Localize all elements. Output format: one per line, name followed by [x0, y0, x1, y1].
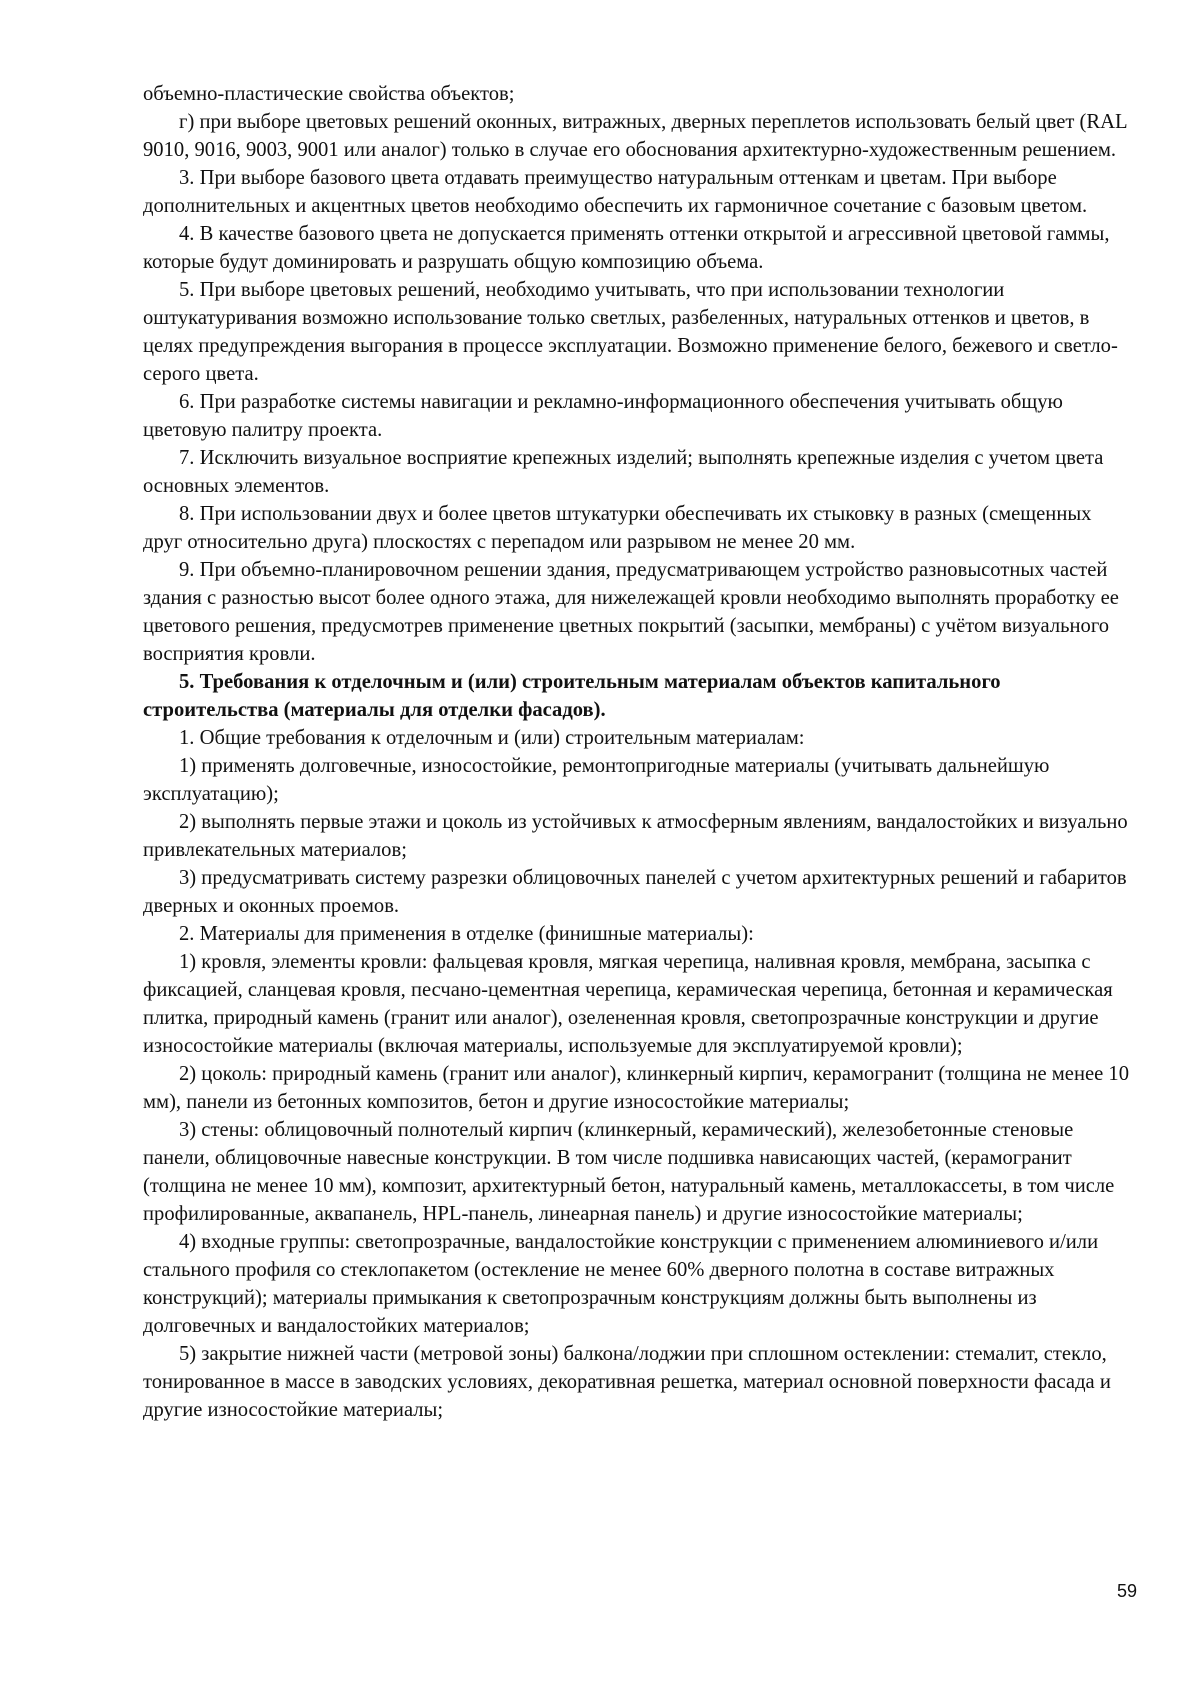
page-number: 59: [1117, 1581, 1138, 1601]
document-body: [143, 80, 1133, 1424]
paragraph-item-5: 5. При выборе цветовых решений, необходимо учитывать, что при использовании технологии оштукатуривания возможно использование только светлых, разбеленных, натуральных оттенков и цветов, в целях предупреждения выгорания в процессе эксплуатации. Возможно применение белого, бежевого и светло-серого цвета.: [143, 279, 1118, 385]
paragraph-walls: 3) стены: облицовочный полнотелый кирпич (клинкерный, керамический), железобетонные стеновые панели, облицовочные навесные конструкции. В том числе подшивка нависающих частей, (керамогранит (толщина не менее 10 мм), композит, архитектурный бетон, натуральный камень, металлокассеты, в том числе профилированные, аквапанель, HPL-панель, линеарная панель) и другие износостойкие материалы;: [143, 1119, 1115, 1225]
paragraph-balcony-closure: 5) закрытие нижней части (метровой зоны) балкона/лоджии при сплошном остеклении: стемалит, стекло, тонированное в массе в заводских условиях, декоративная решетка, материал основной поверхности фасада и другие износостойкие материалы;: [143, 1343, 1111, 1421]
paragraph-subitem-1: 1) применять долговечные, износостойкие, ремонтопригодные материалы (учитывать дальнейшую эксплуатацию);: [143, 755, 1050, 805]
paragraph-subitem-3: 3) предусматривать систему разрезки облицовочных панелей с учетом архитектурных решений и габаритов дверных и оконных проемов.: [143, 867, 1127, 917]
paragraph-item-3: 3. При выборе базового цвета отдавать преимущество натуральным оттенкам и цветам. При выборе дополнительных и акцентных цветов необходимо обеспечить их гармоничное сочетание с базовым цветом.: [143, 167, 1088, 217]
paragraph-item-g: г) при выборе цветовых решений оконных, витражных, дверных переплетов использовать белый цвет (RAL 9010, 9016, 9003, 9001 или аналог) только в случае его обоснования архитектурно-художественным решением.: [143, 111, 1127, 161]
paragraph-entrance-groups: 4) входные группы: светопрозрачные, вандалостойкие конструкции с применением алюминиевого и/или стального профиля со стеклопакетом (остекление не менее 60% дверного полотна в составе витражных конструкций); материалы примыкания к светопрозрачным конструкциям должны быть выполнены из долговечных и вандалостойких материалов;: [143, 1231, 1099, 1337]
paragraph-finishing-materials: 2. Материалы для применения в отделке (финишные материалы):: [179, 923, 754, 945]
paragraph-plinth: 2) цоколь: природный камень (гранит или аналог), клинкерный кирпич, керамогранит (толщина не менее 10 мм), панели из бетонных композитов, бетон и другие износостойкие материалы;: [143, 1063, 1129, 1113]
paragraph-item-6: 6. При разработке системы навигации и рекламно-информационного обеспечения учитывать общую цветовую палитру проекта.: [143, 391, 1063, 441]
paragraph-general-requirements: 1. Общие требования к отделочным и (или) строительным материалам:: [179, 727, 805, 749]
paragraph-continuation: объемно-пластические свойства объектов;: [143, 83, 515, 105]
section-heading: 5. Требования к отделочным и (или) строительным материалам объектов капитального строительства (материалы для отделки фасадов).: [143, 671, 1001, 721]
paragraph-subitem-2: 2) выполнять первые этажи и цоколь из устойчивых к атмосферным явлениям, вандалостойких и визуально привлекательных материалов;: [143, 811, 1128, 861]
paragraph-item-7: 7. Исключить визуальное восприятие крепежных изделий; выполнять крепежные изделия с учетом цвета основных элементов.: [143, 447, 1104, 497]
paragraph-item-4: 4. В качестве базового цвета не допускается применять оттенки открытой и агрессивной цветовой гаммы, которые будут доминировать и разрушать общую композицию объема.: [143, 223, 1110, 273]
paragraph-roof: 1) кровля, элементы кровли: фальцевая кровля, мягкая черепица, наливная кровля, мембрана, засыпка с фиксацией, сланцевая кровля, песчано-цементная черепица, керамическая черепица, бетонная и керамическая плитка, природный камень (гранит или аналог), озелененная кровля, светопрозрачные конструкции и другие износостойкие материалы (включая материалы, используемые для эксплуатируемой кровли);: [143, 951, 1113, 1057]
paragraph-item-8: 8. При использовании двух и более цветов штукатурки обеспечивать их стыковку в разных (смещенных друг относительно друга) плоскостях с перепадом или разрывом не менее 20 мм.: [143, 503, 1092, 553]
paragraph-item-9: 9. При объемно-планировочном решении здания, предусматривающем устройство разновысотных частей здания с разностью высот более одного этажа, для нижележащей кровли необходимо выполнять проработку ее цветового решения, предусмотрев применение цветных покрытий (засыпки, мембраны) с учётом визуального восприятия кровли.: [143, 559, 1119, 665]
